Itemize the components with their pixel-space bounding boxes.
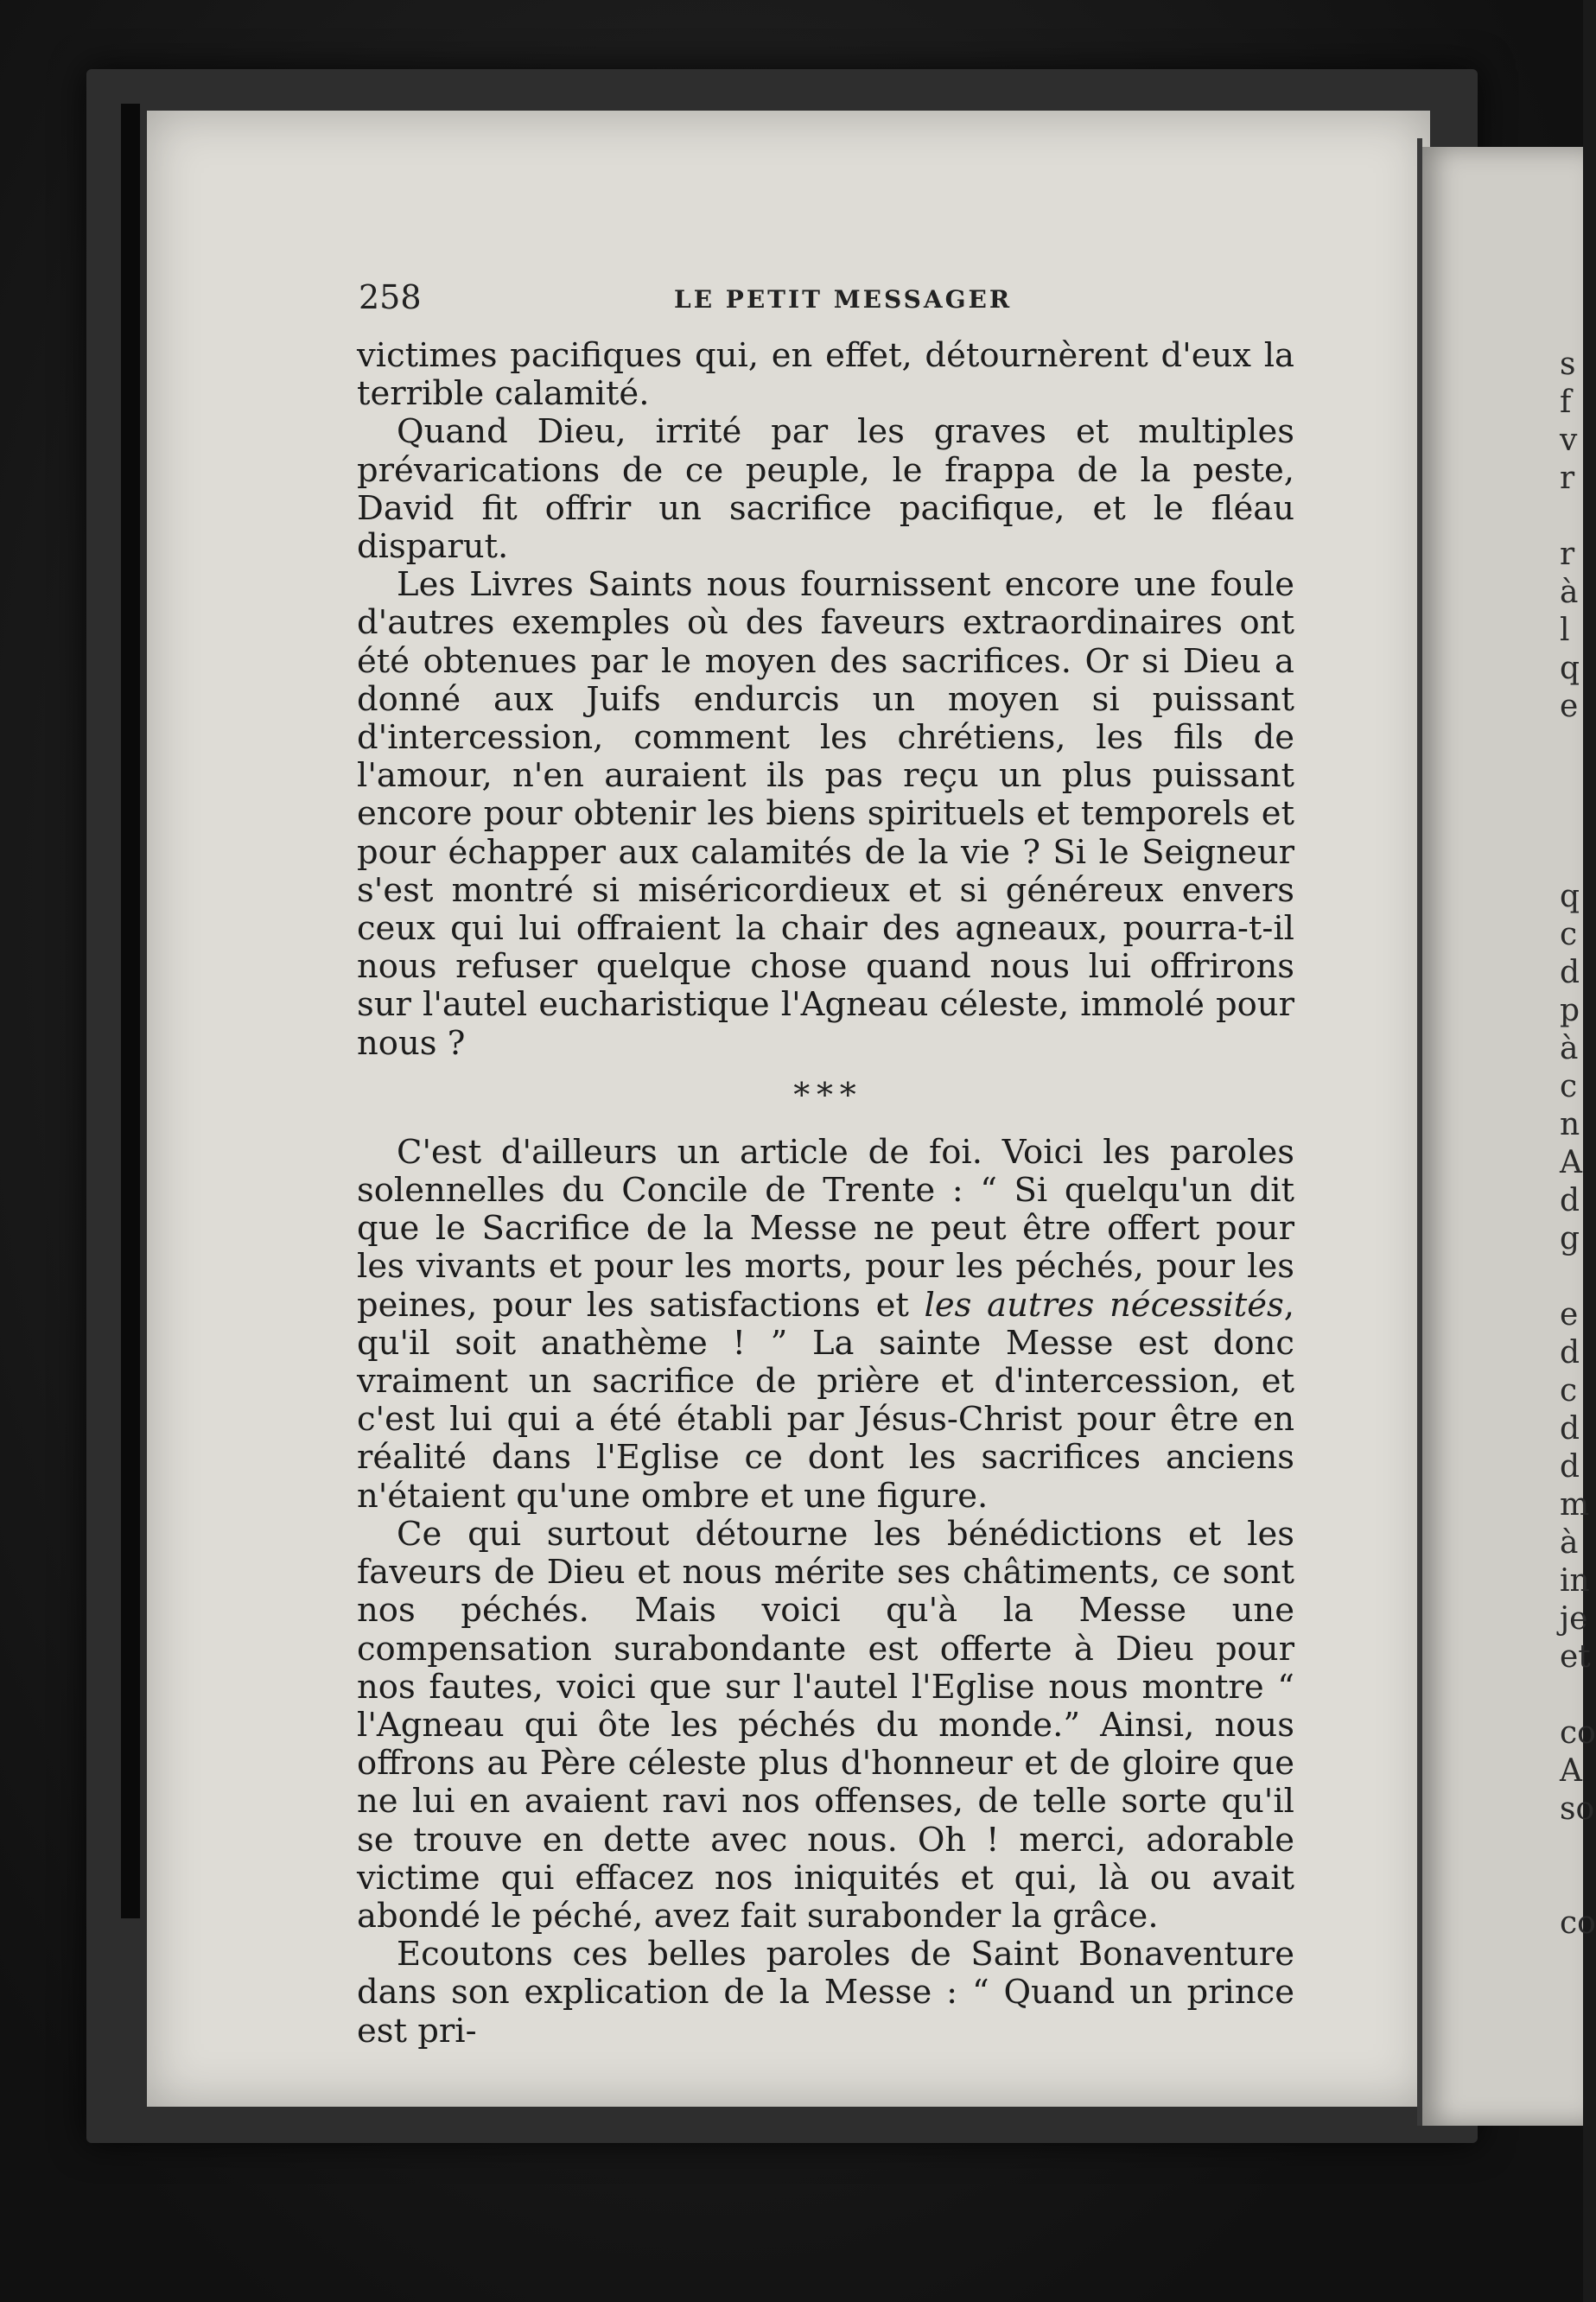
section-separator: * * *: [793, 1075, 858, 1114]
right-page-fragment: s: [1560, 347, 1576, 382]
right-page-fragment: q: [1560, 651, 1580, 686]
right-page-fragment: l: [1560, 613, 1570, 648]
right-page-fragment: v: [1560, 423, 1578, 458]
right-page-fragment: à: [1560, 1031, 1579, 1066]
right-page-fragment: A: [1560, 1753, 1582, 1789]
right-page-fragment: q: [1560, 879, 1580, 914]
right-page-fragment: c: [1560, 1069, 1578, 1104]
right-page-fragment: à: [1560, 575, 1579, 610]
right-page-fragment: [1560, 726, 1594, 764]
right-page-fragment: d: [1560, 1411, 1580, 1447]
right-page-fragment: [1560, 498, 1594, 536]
right-page-fragment: m: [1560, 1487, 1590, 1523]
right-page-fragment: r: [1560, 461, 1575, 496]
right-page-fragment: f: [1560, 385, 1572, 420]
paragraph: Les Livres Saints nous fournissent encore une foule d'autres exemples où des faveurs extraordinaires ont été obtenues par le moyen des sacrifices. Or si Dieu a donné aux Juifs endurcis un moyen si puissant d'intercession, comment les chrétiens, les fils de l'amour, n'en auraient ils pas reçu un plus puissant encore pour obtenir les biens spirituels et temporels et pour échapper aux calamités de la vie ? Si le Seigneur s'est montré si miséricordieux et si généreux envers ceux qui lui offraient la chair des agneaux, pourra-t-il nous refuser quelque chose quand nous lui offrirons sur l'autel eucharistique l'Agneau céleste, immolé pour nous ?: [357, 565, 1294, 1063]
right-page-fragment: et: [1560, 1639, 1591, 1675]
right-page-fragment: n: [1560, 1107, 1580, 1142]
italic-phrase: les autres nécessités: [924, 1285, 1284, 1325]
right-page-fragment: A: [1560, 1145, 1582, 1180]
right-page-fragment: co: [1560, 1905, 1596, 1941]
right-page-fragment: r: [1560, 537, 1575, 572]
right-page-fragment: [1560, 840, 1594, 878]
paragraph: victimes pacifiques qui, en effet, détournèrent d'eux la terrible calamité.: [357, 336, 1294, 414]
right-page-fragment: e: [1560, 1297, 1579, 1332]
right-page-fragment: d: [1560, 1449, 1580, 1485]
right-page-fragment: [1560, 1828, 1594, 1866]
page-gutter: [1417, 138, 1422, 2126]
right-page-fragment: c: [1560, 917, 1578, 952]
paragraph: Ce qui surtout détourne les bénédictions et les faveurs de Dieu et nous mérite ses châtiments, ce sont nos péchés. Mais voici qu'à la Messe une compensation surabondante est offerte à Dieu pour nos fautes, voici que sur l'autel l'Eglise nous montre “ l'Agneau qui ôte les péchés du monde.” Ainsi, nous offrons au Père céleste plus d'honneur et de gloire que ne lui en avaient ravi nos offenses, de telle sorte qu'il se trouve en dette avec nous. Oh ! merci, adorable victime qui effacez nos iniquités et qui, là ou avait abondé le péché, avez fait surabonder la grâce.: [357, 1514, 1294, 1936]
right-page-fragment: d: [1560, 1335, 1580, 1370]
right-page-fragment: à: [1560, 1525, 1579, 1561]
right-page-fragment: p: [1560, 993, 1580, 1028]
paragraph: [357, 1134, 1294, 1516]
right-page-fragment: so: [1560, 1791, 1595, 1827]
right-page-fragment: [1560, 1676, 1594, 1714]
right-page-fragment: [1560, 802, 1594, 840]
running-head: LE PETIT MESSAGER: [674, 285, 1013, 314]
right-page-fragment: [1560, 1258, 1594, 1296]
right-page-fragment: e: [1560, 689, 1579, 724]
right-page-fragments: [1560, 346, 1594, 1943]
right-page-fragment: c: [1560, 1373, 1578, 1409]
right-page-fragment: [1560, 1866, 1594, 1905]
book-spine-edge: [121, 104, 140, 1918]
right-page-fragment: d: [1560, 955, 1580, 990]
paragraph: Ecoutons ces belles paroles de Saint Bonaventure dans son explication de la Messe : “ Quand un prince est pri-: [357, 1935, 1294, 2051]
right-page-fragment: g: [1560, 1221, 1580, 1256]
page-header: [359, 278, 1300, 321]
right-page-edge: [1417, 147, 1583, 2126]
right-page-fragment: in: [1560, 1563, 1590, 1599]
paragraph-text: C'est d'ailleurs un article de foi. Voici les paroles solennelles du Concile de Trente : “ Si quelqu'un dit que le Sacrifice de la Messe ne peut être offert pour les vivants et pour les morts, pour les péchés, pour les peines, pour les satisfactions et: [357, 1132, 1294, 1325]
page-number: 258: [359, 278, 422, 316]
paragraph-text: , qu'il soit anathème ! ” La sainte Messe est donc vraiment un sacrifice de prière et d'intercession, et c'est lui qui a été établi par Jésus-Christ pour être en réalité dans l'Eglise ce dont les sacrifices anciens n'étaient qu'une ombre et une figure.: [357, 1285, 1295, 1516]
right-page-fragment: [1560, 764, 1594, 802]
right-page-fragment: je: [1560, 1601, 1588, 1637]
page-body: [357, 337, 1294, 2051]
paragraph: Quand Dieu, irrité par les graves et multiples prévarications de ce peuple, le frappa de la peste, David fit offrir un sacrifice pacifique, et le fléau disparut.: [357, 412, 1294, 567]
right-page-fragment: co: [1560, 1715, 1596, 1751]
right-page-fragment: d: [1560, 1183, 1580, 1218]
